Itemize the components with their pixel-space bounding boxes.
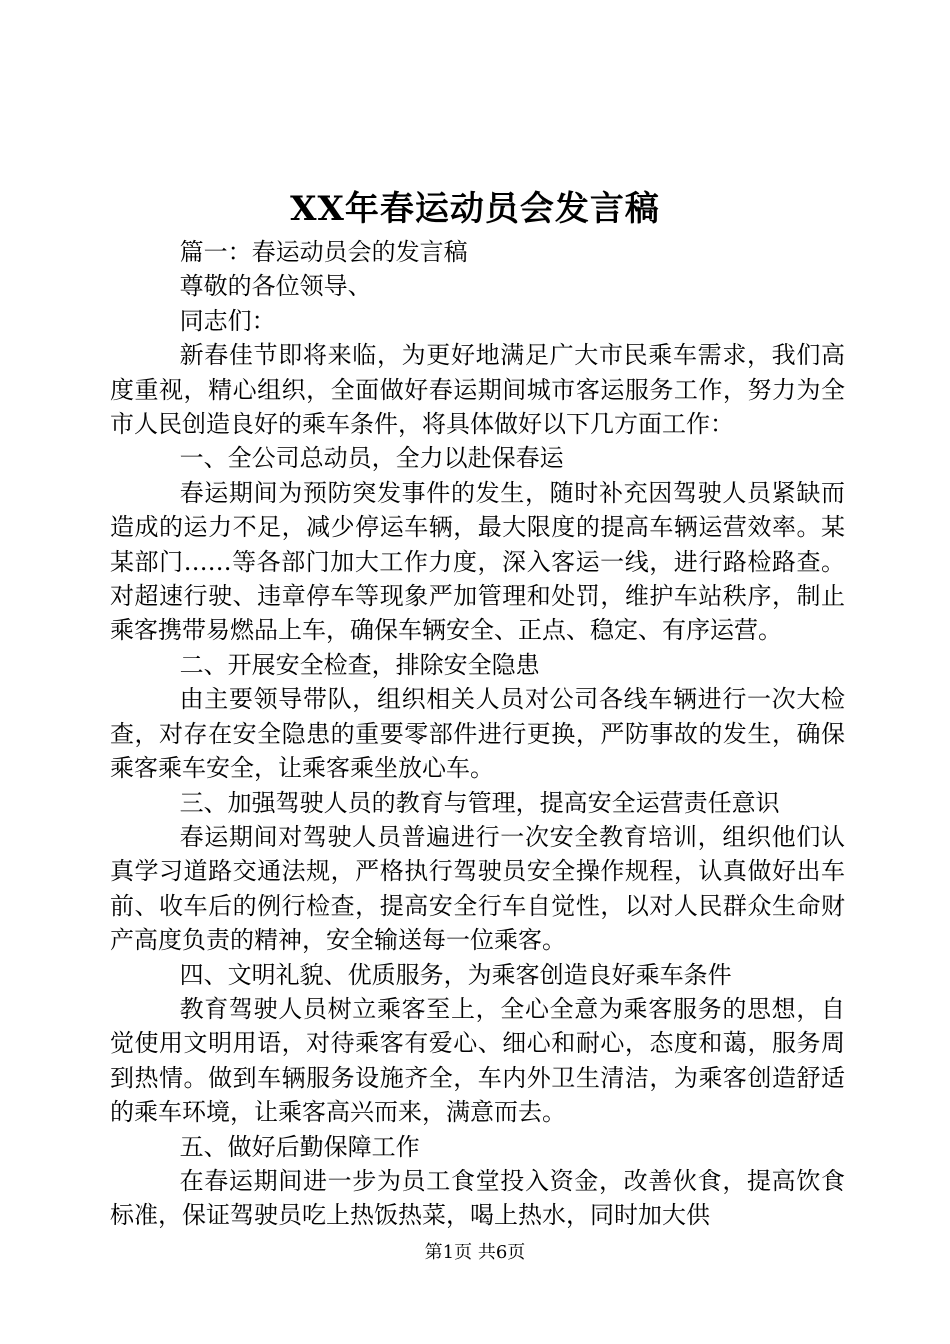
page-number-footer: 第1页 共6页 <box>424 1242 526 1263</box>
section-intro-heading: 篇一：春运动员会的发言稿 <box>179 238 468 266</box>
page-title: XX年春运动员会发言稿 <box>290 189 660 229</box>
body-paragraph: 春运期间为预防突发事件的发生，随时补充因驾驶人员紧缺而造成的运力不足，减少停运车辆，最大限度的提高车辆运营效率。某某部门……等各部门加大工作力度，深入客运一线，进行路检路查。对超速行驶、违章停车等现象严加管理和处罚，维护车站秩序，制止乘客携带易燃品上车，确保车辆安全、正点、稳定、有序运营。 <box>110 478 845 645</box>
section-heading: 一、全公司总动员，全力以赴保春运 <box>179 444 564 473</box>
body-paragraph: 春运期间对驾驶人员普遍进行一次安全教育培训，组织他们认真学习道路交通法规，严格执行驾驶员安全操作规程，认真做好出车前、收车后的例行检查，提高安全行车自觉性，以对人民群众生命财产高度负责的精神，安全输送每一位乘客。 <box>110 822 845 955</box>
document-body <box>110 235 845 1233</box>
section-heading: 四、文明礼貌、优质服务，为乘客创造良好乘车条件 <box>179 960 732 989</box>
body-paragraph: 在春运期间进一步为员工食堂投入资金，改善伙食，提高饮食标准，保证驾驶员吃上热饭热菜，喝上热水，同时加大供 <box>110 1166 845 1230</box>
salutation-line: 尊敬的各位领导、 <box>179 272 372 301</box>
body-paragraph: 教育驾驶人员树立乘客至上，全心全意为乘客服务的思想，自觉使用文明用语，对待乘客有爱心、细心和耐心，态度和蔼，服务周到热情。做到车辆服务设施齐全，车内外卫生清洁，为乘客创造舒适的乘车环境，让乘客高兴而来，满意而去。 <box>110 994 845 1127</box>
section-heading: 二、开展安全检查，排除安全隐患 <box>179 650 540 679</box>
body-paragraph: 新春佳节即将来临，为更好地满足广大市民乘车需求，我们高度重视，精心组织，全面做好春运期间城市客运服务工作，努力为全市人民创造良好的乘车条件，将具体做好以下几方面工作： <box>110 341 845 439</box>
section-heading: 三、加强驾驶人员的教育与管理，提高安全运营责任意识 <box>179 788 780 817</box>
section-heading: 五、做好后勤保障工作 <box>179 1132 420 1161</box>
salutation-line: 同志们： <box>179 306 276 335</box>
body-paragraph: 由主要领导带队，组织相关人员对公司各线车辆进行一次大检查，对存在安全隐患的重要零部件进行更换，严防事故的发生，确保乘客乘车安全，让乘客乘坐放心车。 <box>110 685 845 783</box>
